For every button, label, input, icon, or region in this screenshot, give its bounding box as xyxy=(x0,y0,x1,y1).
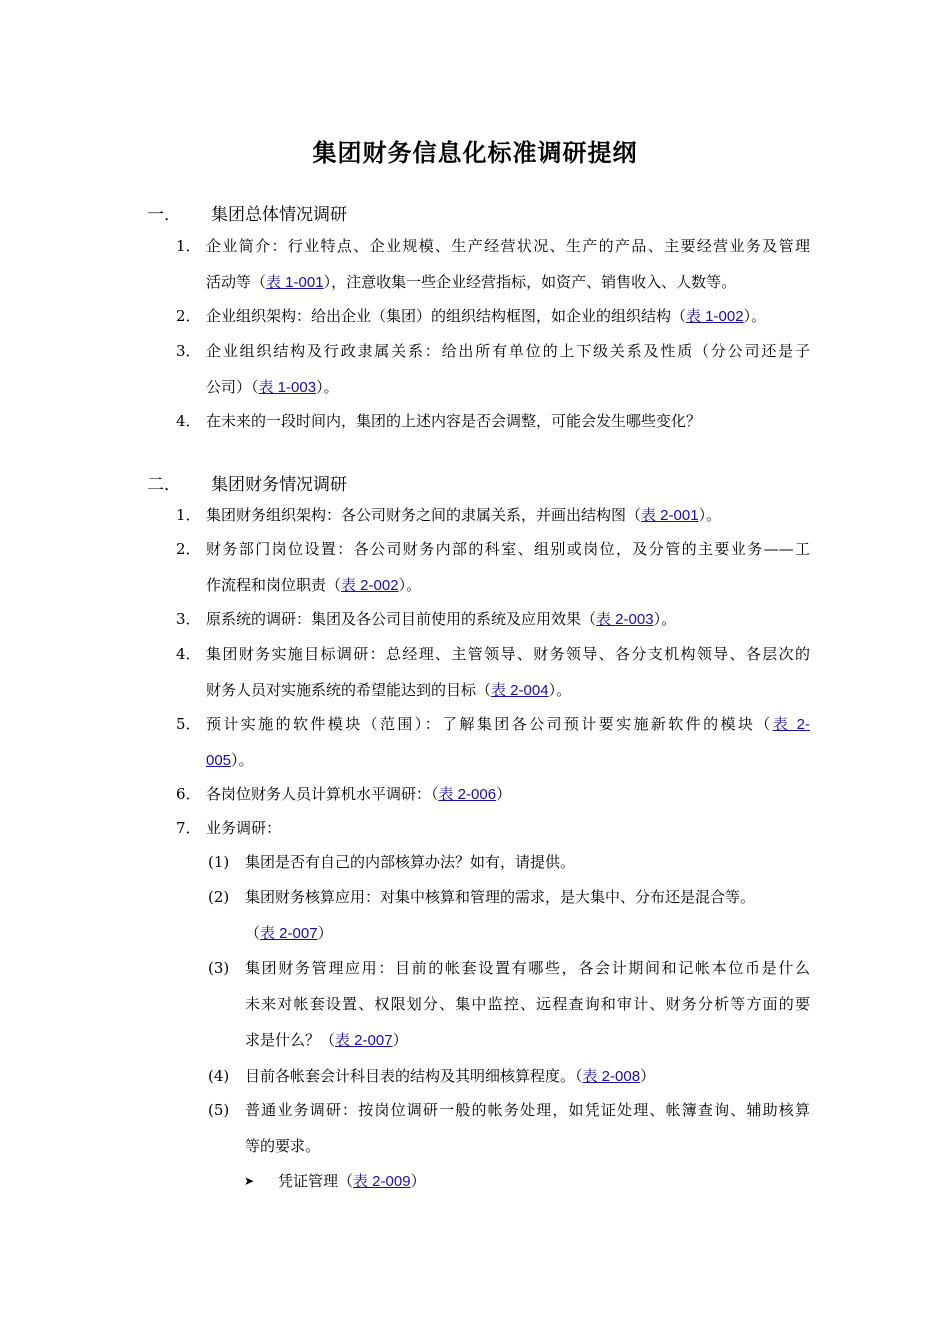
item-text: 在未来的一段时间内，集团的上述内容是否会调整，可能会发生哪些变化？ xyxy=(206,412,702,430)
item-number: 4． xyxy=(176,645,201,663)
item-text: ）。 xyxy=(398,576,422,594)
item-text: ）。 xyxy=(743,307,767,325)
table-link[interactable]: 表 1-002 xyxy=(686,308,744,325)
item-text: 活动等（ xyxy=(206,273,267,291)
item-text: 普通业务调研：按岗位调研一般的帐务处理，如凭证处理、帐簿查询、辅助核算 xyxy=(245,1101,810,1119)
table-link[interactable]: 表 2-008 xyxy=(582,1068,641,1085)
item-text: 各岗位财务人员计算机水平调研：（ xyxy=(206,785,439,803)
table-link[interactable]: 表 2-002 xyxy=(341,577,399,594)
section-title: 集团总体情况调研 xyxy=(211,205,347,225)
item-number: (5) xyxy=(208,1101,230,1119)
table-link[interactable]: 表 1-001 xyxy=(266,274,324,291)
item-text: ） xyxy=(392,1031,408,1049)
item-text: ）。 xyxy=(653,610,677,628)
item-text: 集团财务核算应用：对集中核算和管理的需求，是大集中、分布还是混合等。 xyxy=(245,888,756,906)
item-text: 企业简介：行业特点、企业规模、生产经营状况、生产的产品、主要经营业务及管理 xyxy=(206,237,810,255)
item-number: 3． xyxy=(176,342,201,360)
item-number: (1) xyxy=(208,853,230,871)
item-text: 集团财务实施目标调研：总经理、主管领导、财务领导、各分支机构领导、各层次的 xyxy=(206,645,810,663)
table-link[interactable]: 表 1-003 xyxy=(258,379,317,396)
item-text: ）。 xyxy=(548,681,572,699)
item-number: 2． xyxy=(176,540,201,558)
table-link[interactable]: 表 2-007 xyxy=(260,925,318,942)
section-number: 二． xyxy=(147,475,181,495)
item-number: (4) xyxy=(208,1067,230,1085)
item-text: ） xyxy=(640,1067,656,1085)
table-link[interactable]: 表 2-004 xyxy=(491,682,549,699)
page-title: 集团财务信息化标准调研提纲 xyxy=(312,139,638,167)
table-link[interactable]: 表 2-003 xyxy=(596,611,654,628)
item-number: 1． xyxy=(176,506,201,524)
section-number: 一． xyxy=(147,205,181,225)
item-text: 集团财务组织架构：各公司财务之间的隶属关系，并画出结构图（ xyxy=(206,506,642,524)
item-text: ） xyxy=(496,785,512,803)
item-text: （ xyxy=(245,924,261,942)
table-link[interactable]: 表 2-009 xyxy=(353,1173,411,1190)
item-text: 集团财务管理应用：目前的帐套设置有哪些，各会计期间和记帐本位币是什么 xyxy=(245,959,810,977)
item-text: ）。 xyxy=(231,751,254,769)
section-heading-2 xyxy=(147,470,347,495)
arrow-bullet-icon: ➤ xyxy=(244,1174,255,1188)
item-text: 财务部门岗位设置：各公司财务内部的科室、组别或岗位，及分管的主要业务——工 xyxy=(206,540,810,558)
item-text: ）。 xyxy=(316,378,339,396)
table-link[interactable]: 表 2-006 xyxy=(438,786,497,803)
item-text: 未来对帐套设置、权限划分、集中监控、远程查询和审计、财务分析等方面的要 xyxy=(245,995,810,1013)
item-text: 预计实施的软件模块（范围）：了解集团各公司预计要实施新软件的模块（ xyxy=(206,715,773,733)
item-text: 财务人员对实施系统的希望能达到的目标（ xyxy=(206,681,492,699)
item-text: 目前各帐套会计科目表的结构及其明细核算程度。（ xyxy=(245,1067,583,1085)
table-link[interactable]: 表 2-007 xyxy=(335,1032,393,1049)
item-text: 企业组织架构：给出企业（集团）的组织结构框图，如企业的组织结构（ xyxy=(206,307,687,325)
item-number: (2) xyxy=(208,888,230,906)
item-text: 业务调研： xyxy=(206,819,282,837)
item-text: ），注意收集一些企业经营指标，如资产、销售收入、人数等。 xyxy=(323,273,737,291)
section-heading-1 xyxy=(147,200,347,225)
item-text: ） xyxy=(410,1172,426,1190)
section-title: 集团财务情况调研 xyxy=(211,475,347,495)
item-number: 7． xyxy=(176,819,201,837)
table-link[interactable]: 005 xyxy=(206,752,232,769)
item-text: 公司）（ xyxy=(206,378,259,396)
item-number: 2． xyxy=(176,307,201,325)
item-text: 凭证管理（ xyxy=(278,1172,354,1190)
item-text: 等的要求。 xyxy=(245,1137,321,1155)
item-number: 1． xyxy=(176,237,201,255)
item-text: ）。 xyxy=(698,506,722,524)
table-link[interactable]: 表 2- xyxy=(772,716,810,733)
item-number: (3) xyxy=(208,959,230,977)
item-text: 求是什么？（ xyxy=(245,1031,336,1049)
item-text: 企业组织结构及行政隶属关系：给出所有单位的上下级关系及性质（分公司还是子 xyxy=(206,342,810,360)
table-link[interactable]: 表 2-001 xyxy=(641,507,699,524)
item-text: 作流程和岗位职责（ xyxy=(206,576,342,594)
item-text: ） xyxy=(317,924,333,942)
item-text: 原系统的调研：集团及各公司目前使用的系统及应用效果（ xyxy=(206,610,597,628)
item-number: 3． xyxy=(176,610,201,628)
item-number: 5． xyxy=(176,715,201,733)
item-number: 4． xyxy=(176,412,201,430)
item-number: 6． xyxy=(176,785,201,803)
item-text: 集团是否有自己的内部核算办法？如有，请提供。 xyxy=(245,853,576,871)
